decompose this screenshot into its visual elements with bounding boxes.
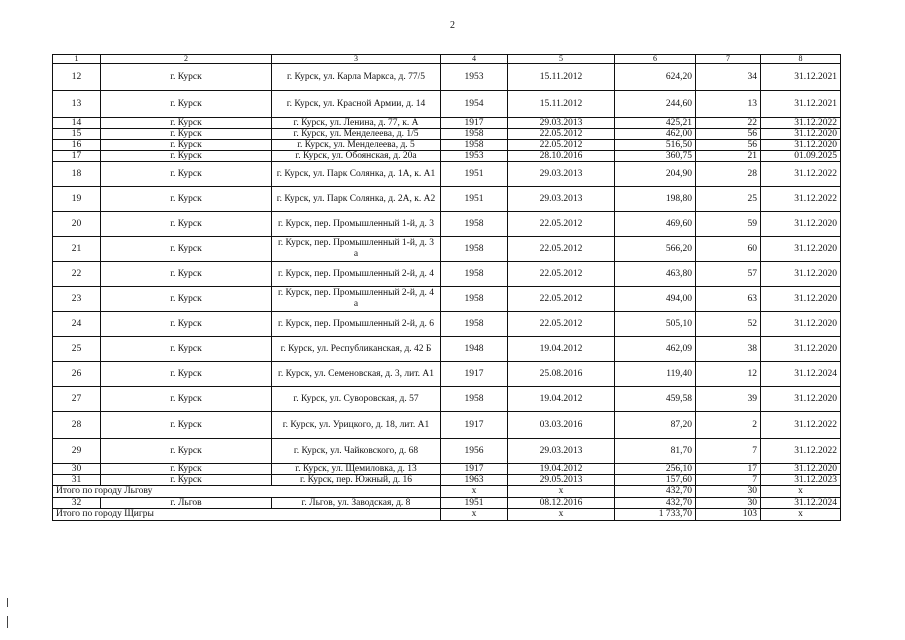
table-cell: х — [441, 486, 508, 498]
table-cell: г. Курск, ул. Чайковского, д. 68 — [272, 439, 441, 464]
table-cell: 1954 — [441, 91, 508, 118]
table-cell: 18 — [53, 162, 101, 187]
table-row — [53, 439, 841, 464]
table-cell: 469,60 — [615, 212, 696, 237]
margin-mark — [7, 598, 8, 607]
table-cell: г. Курск — [101, 118, 272, 129]
table-cell: 60 — [696, 237, 761, 262]
table-cell: г. Курск — [101, 287, 272, 312]
margin-mark — [7, 616, 8, 628]
table-cell: г. Курск — [101, 151, 272, 162]
table-row — [53, 498, 841, 509]
table-cell: г. Курск — [101, 187, 272, 212]
table-cell: г. Курск, пер. Промышленный 2-й, д. 6 — [272, 312, 441, 337]
table-cell: г. Курск, ул. Менделеева, д. 1/5 — [272, 129, 441, 140]
table-cell: 28.10.2016 — [508, 151, 615, 162]
table-row — [53, 362, 841, 387]
table-cell: 31.12.2020 — [761, 129, 841, 140]
column-number: 2 — [101, 55, 272, 64]
table-cell: г. Курск, ул. Менделеева, д. 5 — [272, 140, 441, 151]
table-cell: 13 — [53, 91, 101, 118]
table-cell: 459,58 — [615, 387, 696, 412]
table-cell: 1953 — [441, 151, 508, 162]
table-cell: г. Курск, пер. Промышленный 1-й, д. 3 — [272, 212, 441, 237]
table-cell: 31.12.2022 — [761, 162, 841, 187]
table-row — [53, 312, 841, 337]
table-cell: г. Курск — [101, 412, 272, 439]
table-cell: 103 — [696, 509, 761, 521]
table-cell: х — [508, 486, 615, 498]
table-cell: 204,90 — [615, 162, 696, 187]
table-cell: 1948 — [441, 337, 508, 362]
table-cell: 29.03.2013 — [508, 162, 615, 187]
table-cell: 08.12.2016 — [508, 498, 615, 509]
table-cell: 7 — [696, 439, 761, 464]
table-cell: 1958 — [441, 129, 508, 140]
table-cell: 15 — [53, 129, 101, 140]
table-cell: 57 — [696, 262, 761, 287]
table-cell: 20 — [53, 212, 101, 237]
table-cell: г. Курск — [101, 387, 272, 412]
table-row — [53, 187, 841, 212]
table-cell: 03.03.2016 — [508, 412, 615, 439]
table-cell: г. Курск — [101, 312, 272, 337]
table-cell: 1956 — [441, 439, 508, 464]
table-cell: г. Курск, ул. Суворовская, д. 57 — [272, 387, 441, 412]
table-cell: 1917 — [441, 412, 508, 439]
table-cell: 1958 — [441, 387, 508, 412]
table-cell: 1951 — [441, 498, 508, 509]
table-cell: 17 — [696, 464, 761, 475]
table-cell: 19.04.2012 — [508, 337, 615, 362]
table-cell: 1958 — [441, 140, 508, 151]
table-cell: 31.12.2022 — [761, 439, 841, 464]
table-cell: г. Курск — [101, 362, 272, 387]
table-cell: 26 — [53, 362, 101, 387]
table-cell: 28 — [53, 412, 101, 439]
table-cell: г. Курск — [101, 439, 272, 464]
table-row — [53, 129, 841, 140]
table-cell: 1 733,70 — [615, 509, 696, 521]
table-cell: 22.05.2012 — [508, 212, 615, 237]
table-cell: 12 — [696, 362, 761, 387]
page-number: 2 — [450, 20, 455, 31]
table-cell: 22.05.2012 — [508, 140, 615, 151]
table-cell: 22.05.2012 — [508, 287, 615, 312]
table-cell: 31.12.2024 — [761, 362, 841, 387]
table-cell: г. Курск — [101, 337, 272, 362]
table-cell: 566,20 — [615, 237, 696, 262]
table-row — [53, 140, 841, 151]
table-cell: 87,20 — [615, 412, 696, 439]
table-cell: 34 — [696, 64, 761, 91]
table-cell: 432,70 — [615, 498, 696, 509]
table-cell: 31 — [53, 475, 101, 486]
table-cell: 462,09 — [615, 337, 696, 362]
table-cell: г. Курск — [101, 212, 272, 237]
table-cell: 56 — [696, 140, 761, 151]
table-cell: 119,40 — [615, 362, 696, 387]
table-cell: 462,00 — [615, 129, 696, 140]
table-cell: 31.12.2022 — [761, 412, 841, 439]
table-row — [53, 262, 841, 287]
table-cell: 63 — [696, 287, 761, 312]
total-label: Итого по городу Щигры — [53, 509, 441, 521]
table-cell: 19.04.2012 — [508, 464, 615, 475]
table-cell: г. Курск, пер. Промышленный 1-й, д. 3 а — [272, 237, 441, 262]
table-cell: 425,21 — [615, 118, 696, 129]
table-cell: 12 — [53, 64, 101, 91]
table-cell: х — [761, 509, 841, 521]
table-row — [53, 387, 841, 412]
table-cell: г. Курск — [101, 475, 272, 486]
table-cell: 29.03.2013 — [508, 118, 615, 129]
table-cell: 516,50 — [615, 140, 696, 151]
column-number: 5 — [508, 55, 615, 64]
table-cell: 31.12.2020 — [761, 287, 841, 312]
table-cell: 31.12.2020 — [761, 464, 841, 475]
table-cell: 157,60 — [615, 475, 696, 486]
table-cell: г. Курск — [101, 464, 272, 475]
column-number: 8 — [761, 55, 841, 64]
table-cell: 198,80 — [615, 187, 696, 212]
table-cell: 19 — [53, 187, 101, 212]
table-cell: 31.12.2020 — [761, 337, 841, 362]
table-cell: 244,60 — [615, 91, 696, 118]
table-cell: 31.12.2021 — [761, 64, 841, 91]
table-cell: г. Курск, ул. Урицкого, д. 18, лит. А1 — [272, 412, 441, 439]
table-cell: 39 — [696, 387, 761, 412]
table-cell: 1951 — [441, 162, 508, 187]
table-cell: 59 — [696, 212, 761, 237]
table-cell: 7 — [696, 475, 761, 486]
table-cell: 21 — [696, 151, 761, 162]
table-cell: 52 — [696, 312, 761, 337]
column-number: 3 — [272, 55, 441, 64]
column-number: 1 — [53, 55, 101, 64]
table-cell: 1958 — [441, 237, 508, 262]
table-cell: 31.12.2020 — [761, 387, 841, 412]
table-cell: 1917 — [441, 362, 508, 387]
table-cell: 25 — [696, 187, 761, 212]
table-cell: 25 — [53, 337, 101, 362]
table-cell: г. Курск, ул. Обоянская, д. 20а — [272, 151, 441, 162]
table-cell: 31.12.2022 — [761, 187, 841, 212]
table-cell: 13 — [696, 91, 761, 118]
table-cell: 29.03.2013 — [508, 439, 615, 464]
table-cell: 31.12.2020 — [761, 262, 841, 287]
table-cell: 624,20 — [615, 64, 696, 91]
table-cell: г. Курск, пер. Промышленный 2-й, д. 4 а — [272, 287, 441, 312]
table-cell: 15.11.2012 — [508, 91, 615, 118]
table-cell: 22.05.2012 — [508, 262, 615, 287]
table-row — [53, 237, 841, 262]
table-cell: 494,00 — [615, 287, 696, 312]
table-cell: г. Курск, ул. Парк Солянка, д. 2А, к. А2 — [272, 187, 441, 212]
table-cell: 1958 — [441, 212, 508, 237]
table-cell: г. Курск, ул. Республиканская, д. 42 Б — [272, 337, 441, 362]
table-cell: 31.12.2022 — [761, 118, 841, 129]
table-cell: г. Курск — [101, 262, 272, 287]
table-cell: 25.08.2016 — [508, 362, 615, 387]
table-cell: г. Льгов — [101, 498, 272, 509]
table-cell: г. Курск — [101, 237, 272, 262]
table-cell: 256,10 — [615, 464, 696, 475]
table-cell: г. Курск, пер. Промышленный 2-й, д. 4 — [272, 262, 441, 287]
table-cell: 432,70 — [615, 486, 696, 498]
table-cell: г. Курск, ул. Парк Солянка, д. 1А, к. А1 — [272, 162, 441, 187]
table-cell: 360,75 — [615, 151, 696, 162]
column-number: 4 — [441, 55, 508, 64]
table-cell: 29.05.2013 — [508, 475, 615, 486]
table-cell: г. Курск, пер. Южный, д. 16 — [272, 475, 441, 486]
table-cell: 22.05.2012 — [508, 237, 615, 262]
column-number-row — [53, 55, 841, 64]
table-cell: 1958 — [441, 262, 508, 287]
total-row — [53, 486, 841, 498]
table-cell: 30 — [53, 464, 101, 475]
table-row — [53, 412, 841, 439]
table-body — [53, 64, 841, 521]
table-cell: 1953 — [441, 64, 508, 91]
table-cell: 22.05.2012 — [508, 312, 615, 337]
table-cell: 1963 — [441, 475, 508, 486]
table-cell: г. Курск — [101, 162, 272, 187]
table-cell: 23 — [53, 287, 101, 312]
table-cell: 01.09.2025 — [761, 151, 841, 162]
table-cell: 30 — [696, 486, 761, 498]
table-row — [53, 64, 841, 91]
table-row — [53, 151, 841, 162]
table-cell: 31.12.2020 — [761, 140, 841, 151]
table-cell: х — [441, 509, 508, 521]
table-cell: 15.11.2012 — [508, 64, 615, 91]
column-number: 7 — [696, 55, 761, 64]
table-cell: г. Курск — [101, 64, 272, 91]
table-cell: 14 — [53, 118, 101, 129]
table-cell: г. Курск — [101, 91, 272, 118]
table-cell: х — [508, 509, 615, 521]
table-cell: 27 — [53, 387, 101, 412]
table-cell: г. Курск — [101, 140, 272, 151]
table-row — [53, 464, 841, 475]
table-cell: 463,80 — [615, 262, 696, 287]
table-cell: 30 — [696, 498, 761, 509]
table-cell: 22 — [53, 262, 101, 287]
table-cell: г. Курск, ул. Ленина, д. 77, к. А — [272, 118, 441, 129]
table-cell: г. Курск, ул. Красной Армии, д. 14 — [272, 91, 441, 118]
table-cell: 56 — [696, 129, 761, 140]
table-row — [53, 162, 841, 187]
table-cell: 31.12.2023 — [761, 475, 841, 486]
table-cell: 1958 — [441, 287, 508, 312]
table-cell: 17 — [53, 151, 101, 162]
table-cell: 32 — [53, 498, 101, 509]
table-cell: г. Курск, ул. Щемиловка, д. 13 — [272, 464, 441, 475]
table-cell: 19.04.2012 — [508, 387, 615, 412]
table-cell: х — [761, 486, 841, 498]
table-cell: 24 — [53, 312, 101, 337]
table-row — [53, 212, 841, 237]
table-cell: 31.12.2020 — [761, 212, 841, 237]
table-cell: 81,70 — [615, 439, 696, 464]
table-cell: 38 — [696, 337, 761, 362]
table-cell: 29 — [53, 439, 101, 464]
table-row — [53, 287, 841, 312]
table-cell: 31.12.2024 — [761, 498, 841, 509]
table-cell: 505,10 — [615, 312, 696, 337]
table-cell: 31.12.2020 — [761, 237, 841, 262]
table-cell: 28 — [696, 162, 761, 187]
table-cell: 2 — [696, 412, 761, 439]
table-cell: г. Льгов, ул. Заводская, д. 8 — [272, 498, 441, 509]
table-row — [53, 118, 841, 129]
table-cell: 16 — [53, 140, 101, 151]
table-cell: 22.05.2012 — [508, 129, 615, 140]
table-row — [53, 337, 841, 362]
property-table — [52, 54, 841, 521]
table-cell: 31.12.2021 — [761, 91, 841, 118]
table-cell: 1917 — [441, 118, 508, 129]
table-row — [53, 91, 841, 118]
table-cell: 1951 — [441, 187, 508, 212]
column-number: 6 — [615, 55, 696, 64]
table-cell: 1917 — [441, 464, 508, 475]
table-cell: 22 — [696, 118, 761, 129]
total-row — [53, 509, 841, 521]
table-header — [53, 55, 841, 64]
table-cell: 1958 — [441, 312, 508, 337]
table-cell: г. Курск, ул. Карла Маркса, д. 77/5 — [272, 64, 441, 91]
total-label: Итого по городу Льгову — [53, 486, 441, 498]
table-row — [53, 475, 841, 486]
table-cell: 31.12.2020 — [761, 312, 841, 337]
table-cell: 29.03.2013 — [508, 187, 615, 212]
table-cell: г. Курск — [101, 129, 272, 140]
table-cell: 21 — [53, 237, 101, 262]
table-cell: г. Курск, ул. Семеновская, д. 3, лит. А1 — [272, 362, 441, 387]
